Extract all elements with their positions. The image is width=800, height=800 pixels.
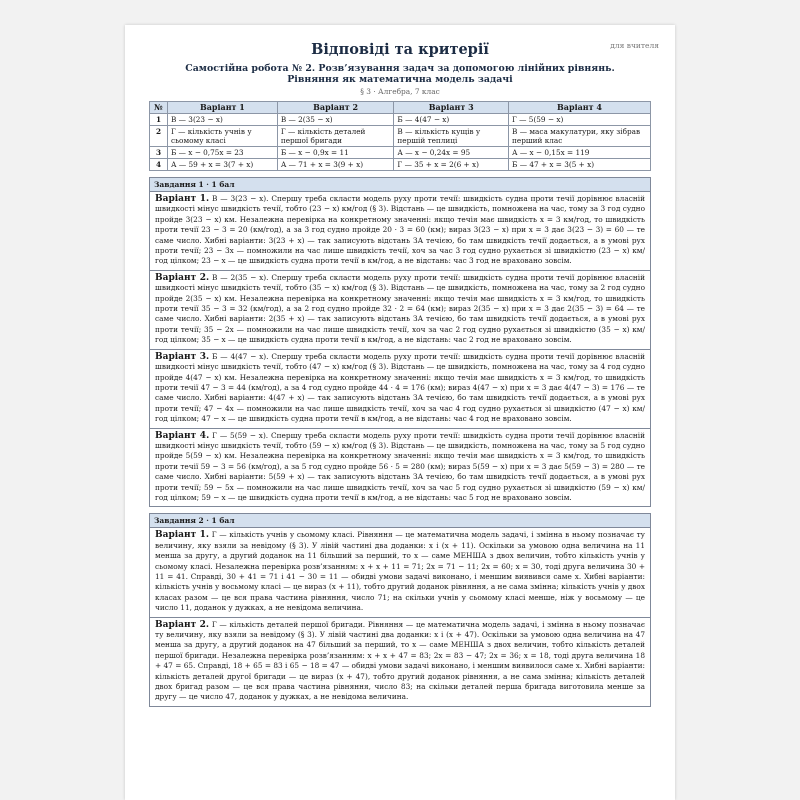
variant-explanation [150,271,650,350]
column-header: Варіант 1 [168,102,278,114]
column-header: Варіант 3 [394,102,509,114]
variant-lead: Варіант 1. [155,530,210,541]
variant-lead: Варіант 2. [155,272,210,283]
page-subtitle: Самостійна робота № 2. Розв’язування задач за допомогою лінійних рівнянь. Рівняння як математична модель задачі [185,63,615,85]
task-2-header: Завдання 2 · 1 бал [150,514,650,528]
answer-sheet [125,25,675,800]
table-cell: В — 3(23 − x) [168,114,278,126]
page-title: Відповіді та критерії [311,41,489,58]
table-cell: Б — x − 0,9x = 11 [277,147,394,159]
table-cell: Б — 47 + x = 3(5 + x) [509,159,651,171]
table-cell: В — кількість кущів у першій теплиці [394,126,509,147]
column-header: № [150,102,168,114]
section-meta: § 3 · Алгебра, 7 клас [360,87,440,96]
column-header: Варіант 4 [509,102,651,114]
variant-lead: Варіант 3. [155,351,210,362]
variant-explanation [150,350,650,429]
row-number: 4 [150,159,168,171]
variant-lead: Варіант 4. [155,430,210,441]
table-cell: А — 59 + x = 3(7 + x) [168,159,278,171]
table-row [150,114,651,126]
variant-text: Г — 5(59 − x). Спершу треба скласти модель руху проти течії: швидкість судна проти течії дорівнює власній швидкості мінус швидкість течії, тобто (59 − x) км/год (§ 3). Відстань — це швидкість, помножена на час, тому за 5 год судно пройде 5(59 − x) км. Незалежна перевірка на конкретному значенні: якщо течія має швидкість x = 3 км/год, то швидкість проти течії 59 − 3 = 56 (км/год), а за 5 год судно пройде 56 · 5 = 280 (км); вираз 5(59 − x) при x = 3 дає 5(59 − 3) = 280 — те саме число. Хибні варіанти: 5(59 + x) — так записують відстань ЗА течією, бо там швидкість течії додається, а в умові рух проти течії; 59 − 5x — помножили на час лише швидкість течії, хоч за час 5 год судно рухається зі швидкістю (59 − x) км/год цілком; 59 − x — це швидкість судна проти течії в км/год, а не відстань: час 5 год не враховано зовсім. [155,430,645,502]
variant-explanation [150,618,650,706]
answer-table-header [150,102,651,114]
table-cell: В — 2(35 − x) [277,114,394,126]
variant-text: Б — 4(47 − x). Спершу треба скласти модель руху проти течії: швидкість судна проти течії дорівнює власній швидкості мінус швидкість течії, тобто (47 − x) км/год (§ 3). Відстань — це швидкість, помножена на час, тому за 4 год судно пройде 4(47 − x) км. Незалежна перевірка на конкретному значенні: якщо течія має швидкість x = 3 км/год, то швидкість проти течії 47 − 3 = 44 (км/год), а за 4 год судно пройде 44 · 4 = 176 (км); вираз 4(47 − x) при x = 3 дає 4(47 − 3) = 176 — те саме число. Хибні варіанти: 4(47 + x) — так записують відстань ЗА течією, бо там швидкість течії додається, а в умові рух проти течії; 47 − 4x — помножили на час лише швидкість течії, хоч за час 4 год судно рухається зі швидкістю (47 − x) км/год цілком; 47 − x — це швидкість судна проти течії в км/год, а не відстань: час 4 год не враховано зовсім. [155,351,645,424]
row-number: 3 [150,147,168,159]
table-cell: А — x − 0,15x = 119 [509,147,651,159]
column-header: Варіант 2 [277,102,394,114]
variant-explanation [150,429,650,507]
table-cell: Б — 4(47 − x) [394,114,509,126]
table-cell: А — 71 + x = 3(9 + x) [277,159,394,171]
table-cell: А — x − 0,24x = 95 [394,147,509,159]
variant-text: Г — кількість деталей першої бригади. Рівняння — це математична модель задачі, і змінна в ньому позначає ту величину, яку взяли за невідому (§ 3). У лівій частині два доданки: x і (x + 47). Оскільки за умовою одна величина на 47 менша за другу, а другий доданок на 47 більший за перший, то x — саме МЕНША з двох величин, тобто кількість деталей першої бригади. Незалежна перевірка розв’язанням: x + x + 47 = 83; 2x = 83 − 47; 2x = 36; x = 18, тоді друга величина 18 + 47 = 65. Справді, 18 + 65 = 83 і 65 − 18 = 47 — обидві умови задачі виконано, і меншим виявилося саме x. Хибні варіанти: кількість деталей другої бригади — це вираз (x + 47), тобто другий доданок рівняння, а не сама змінна; кількість деталей двох бригад разом — це вся права частина рівняння, число 83; на скільки деталей перша бригада виготовила менше за другу — це число 47, доданок у дужках, а не невідома величина. [155,619,645,702]
variant-text: Г — кількість учнів у сьомому класі. Рівняння — це математична модель задачі, і змінна в ньому позначає ту величину, яку взяли за невідому (§ 3). У лівій частині два доданки: x і (x + 11). Оскільки за умовою одна величина на 11 менша за другу, а другий доданок на 11 більший за перший, то x — саме МЕНША з двох величин, тобто кількість учнів у сьомому класі. Незалежна перевірка розв’язанням: x + x + 11 = 71; 2x = 71 − 11; 2x = 60; x = 30, тоді друга величина 30 + 11 = 41. Справді, 30 + 41 = 71 і 41 − 30 = 11 — обидві умови задачі виконано, і меншим виявився саме x. Хибні варіанти: кількість учнів у восьмому класі — це вираз (x + 11), тобто другий доданок рівняння, а не сама змінна; кількість учнів у двох класах разом — це вся права частина рівняння, число 71; на скільки учнів у сьомому класі менше, ніж у восьмому — це число 11, доданок у дужках, а не невідома величина. [155,530,645,613]
row-number: 2 [150,126,168,147]
answer-table [149,101,651,171]
table-cell: Г — 35 + x = 2(6 + x) [394,159,509,171]
task-2-block [149,513,651,707]
variant-explanation [150,528,650,617]
table-row [150,126,651,147]
task-1-block [149,177,651,507]
table-cell: Б — x − 0,75x = 23 [168,147,278,159]
variant-explanation [150,192,650,271]
table-row [150,147,651,159]
variant-lead: Варіант 2. [155,619,210,630]
task-1-header: Завдання 1 · 1 бал [150,178,650,192]
audience-tag: для вчителя [610,41,659,50]
variant-text: В — 3(23 − x). Спершу треба скласти модель руху проти течії: швидкість судна проти течії дорівнює власній швидкості мінус швидкість течії, тобто (23 − x) км/год (§ 3). Відстань — це швидкість, помножена на час, тому за 3 год судно пройде 3(23 − x) км. Незалежна перевірка на конкретному значенні: якщо течія має швидкість x = 3 км/год, то швидкість проти течії 23 − 3 = 20 (км/год), а за 3 год судно пройде 20 · 3 = 60 (км); вираз 3(23 − x) при x = 3 дає 3(23 − 3) = 60 — те саме число. Хибні варіанти: 3(23 + x) — так записують відстань ЗА течією, бо там швидкість течії додається, а в умові рух проти течії; 23 − 3x — помножили на час лише швидкість течії, хоч за час 3 год судно рухається зі швидкістю (23 − x) км/год цілком; 23 − x — це швидкість судна проти течії в км/год, а не відстань: час 3 год не враховано зовсім. [155,194,645,266]
row-number: 1 [150,114,168,126]
table-cell: Г — кількість деталей першої бригади [277,126,394,147]
variant-text: В — 2(35 − x). Спершу треба скласти модель руху проти течії: швидкість судна проти течії дорівнює власній швидкості мінус швидкість течії, тобто (35 − x) км/год (§ 3). Відстань — це швидкість, помножена на час, тому за 2 год судно пройде 2(35 − x) км. Незалежна перевірка на конкретному значенні: якщо течія має швидкість x = 3 км/год, то швидкість проти течії 35 − 3 = 32 (км/год), а за 2 год судно пройде 32 · 2 = 64 (км); вираз 2(35 − x) при x = 3 дає 2(35 − 3) = 64 — те саме число. Хибні варіанти: 2(35 + x) — так записують відстань ЗА течією, бо там швидкість течії додається, а в умові рух проти течії; 35 − 2x — помножили на час лише швидкість течії, хоч за час 2 год судно рухається зі швидкістю (35 − x) км/год цілком; 35 − x — це швидкість судна проти течії в км/год, а не відстань: час 2 год не враховано зовсім. [155,272,645,345]
table-row [150,159,651,171]
table-cell: Г — 5(59 − x) [509,114,651,126]
table-cell: Г — кількість учнів у сьомому класі [168,126,278,147]
variant-lead: Варіант 1. [155,194,210,204]
table-cell: В — маса макулатури, яку зібрав перший клас [509,126,651,147]
